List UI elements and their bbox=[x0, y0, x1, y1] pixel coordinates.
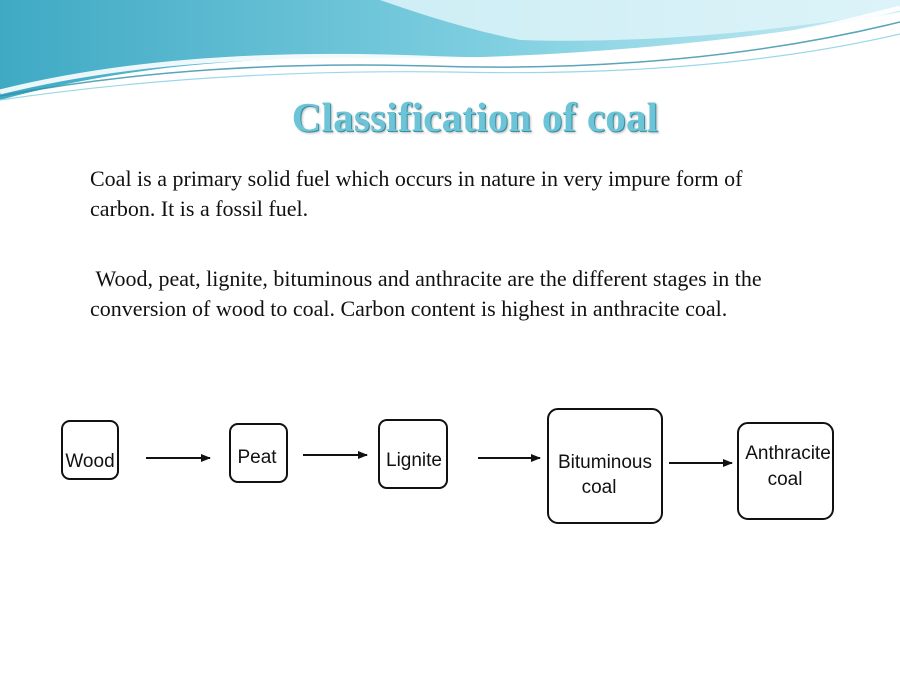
node-label-bituminous-line-2: coal bbox=[581, 477, 617, 498]
flow-node-lignite bbox=[379, 420, 447, 488]
node-label-anthracite-line-2: coal bbox=[767, 469, 803, 490]
flow-node-wood bbox=[62, 421, 118, 479]
stages-paragraph: Wood, peat, lignite, bituminous and anthracite are the different stages in the conversion of wood to coal. Carbon content is highest in anthracite coal. bbox=[90, 266, 768, 321]
node-label-lignite: Lignite bbox=[386, 450, 442, 471]
node-label-wood: Wood bbox=[65, 451, 115, 472]
node-label-peat: Peat bbox=[237, 447, 277, 468]
definition-paragraph: Coal is a primary solid fuel which occurs in nature in very impure form of carbon. It is a fossil fuel. bbox=[90, 166, 743, 221]
flow-node-peat bbox=[230, 424, 287, 482]
slide-title: Classification of coal bbox=[291, 94, 659, 140]
flow-node-bituminous-coal bbox=[548, 409, 662, 523]
node-label-anthracite-line-1: Anthracite bbox=[745, 443, 831, 464]
node-label-bituminous-line-1: Bituminous bbox=[558, 452, 652, 473]
flow-node-anthracite-coal bbox=[738, 423, 833, 519]
